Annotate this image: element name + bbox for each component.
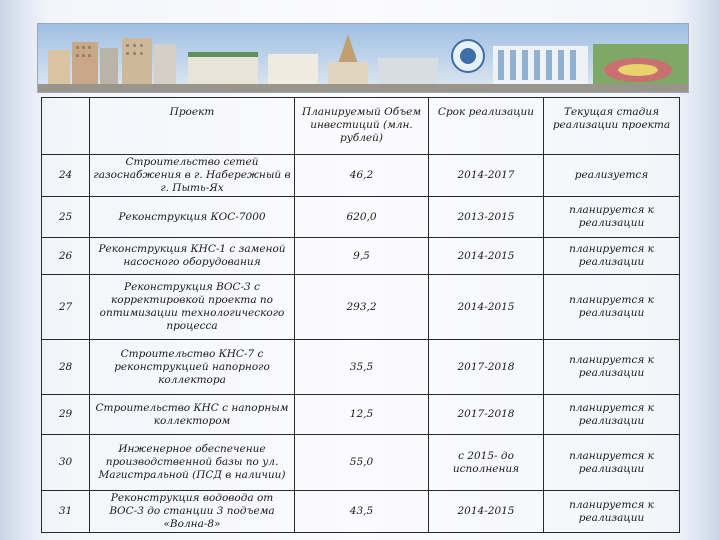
period-value: 2017-2018 — [429, 395, 544, 435]
stage-value: реализуется — [544, 155, 680, 197]
row-number: 30 — [42, 435, 90, 491]
stage-value: планируется к реализации — [544, 435, 680, 491]
table-row — [42, 435, 680, 491]
row-number: 24 — [42, 155, 90, 197]
project-name: Реконструкция ВОС-3 с корректировкой проекта по оптимизации технологического процесса — [90, 275, 295, 340]
row-number: 27 — [42, 275, 90, 340]
table-row — [42, 395, 680, 435]
project-name: Строительство КНС с напорным коллектором — [90, 395, 295, 435]
table-row — [42, 340, 680, 395]
project-name: Строительство КНС-7 с реконструкцией напорного коллектора — [90, 340, 295, 395]
project-name: Реконструкция водовода от ВОС-3 до станции 3 подъема «Волна-8» — [90, 491, 295, 533]
stage-value: планируется к реализации — [544, 197, 680, 238]
period-value: 2017-2018 — [429, 340, 544, 395]
row-number: 25 — [42, 197, 90, 238]
row-number: 31 — [42, 491, 90, 533]
table-header-row — [42, 98, 680, 155]
project-name: Строительство сетей газоснабжения в г. Набережный в г. Пыть-Ях — [90, 155, 295, 197]
stage-value: планируется к реализации — [544, 340, 680, 395]
project-name: Реконструкция КНС-1 с заменой насосного оборудования — [90, 238, 295, 275]
project-name: Реконструкция КОС-7000 — [90, 197, 295, 238]
table-row — [42, 155, 680, 197]
investment-value: 293,2 — [295, 275, 429, 340]
period-value: 2014-2017 — [429, 155, 544, 197]
row-number: 28 — [42, 340, 90, 395]
header-project: Проект — [90, 98, 295, 155]
investment-value: 35,5 — [295, 340, 429, 395]
table-row — [42, 238, 680, 275]
header-stage: Текущая стадия реализации проекта — [544, 98, 680, 155]
header-number — [42, 98, 90, 155]
investment-value: 620,0 — [295, 197, 429, 238]
period-value: 2014-2015 — [429, 275, 544, 340]
project-name: Инженерное обеспечение производственной базы по ул. Магистральной (ПСД в наличии) — [90, 435, 295, 491]
row-number: 29 — [42, 395, 90, 435]
city-panorama-image — [38, 24, 688, 92]
header-period: Срок реализации — [429, 98, 544, 155]
table-row — [42, 275, 680, 340]
stage-value: планируется к реализации — [544, 275, 680, 340]
period-value: с 2015- до исполнения — [429, 435, 544, 491]
period-value: 2014-2015 — [429, 491, 544, 533]
header-investment: Планируемый Объем инвестиций (млн. рублей) — [295, 98, 429, 155]
investment-value: 9,5 — [295, 238, 429, 275]
period-value: 2014-2015 — [429, 238, 544, 275]
investment-value: 55,0 — [295, 435, 429, 491]
table-row — [42, 491, 680, 533]
period-value: 2013-2015 — [429, 197, 544, 238]
stage-value: планируется к реализации — [544, 395, 680, 435]
investment-value: 43,5 — [295, 491, 429, 533]
table-row — [42, 197, 680, 238]
city-photo-banner — [37, 23, 689, 93]
row-number: 26 — [42, 238, 90, 275]
investment-value: 12,5 — [295, 395, 429, 435]
investment-projects-table — [41, 97, 680, 533]
stage-value: планируется к реализации — [544, 238, 680, 275]
investment-value: 46,2 — [295, 155, 429, 197]
stage-value: планируется к реализации — [544, 491, 680, 533]
